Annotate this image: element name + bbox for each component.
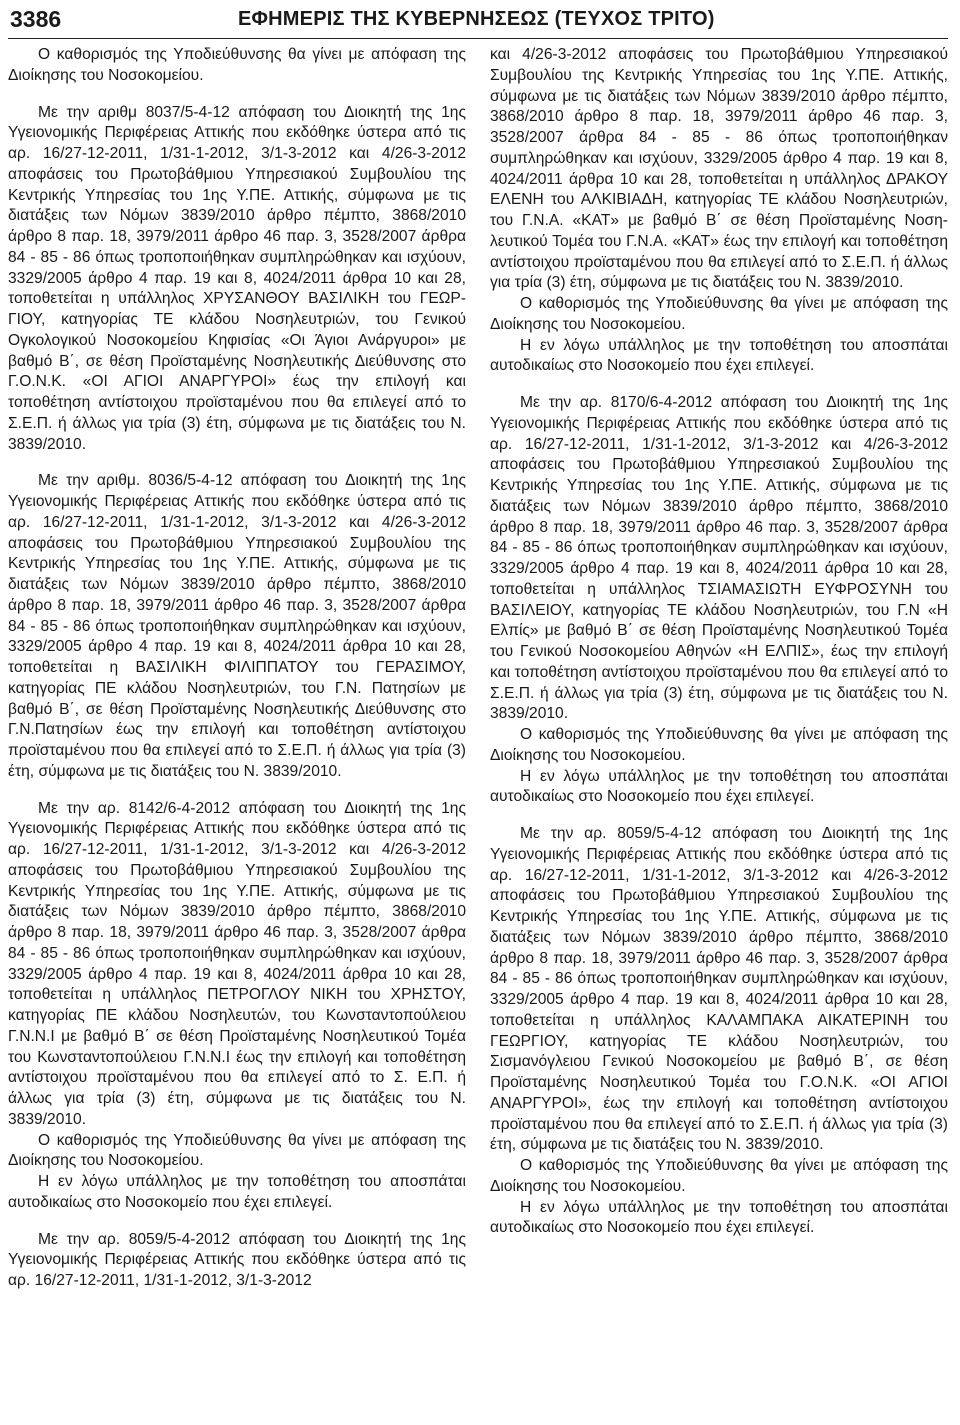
paragraph: Με την αριθμ 8037/5-4-12 απόφαση του Διοικητή της 1ης Υγειονομικής Περιφέρειας Αττικής που εκδόθηκε ύστερα από τις αρ. 16/27-12-2011, 1/31-1-2012, 3/1-3-2012 και 4/26-3-2012 αποφάσεις του Πρωτοβάθμιου Υπηρεσιακού Συμβουλίου της Κεντρικής Υπηρεσίας του 1ης Υ.ΠΕ. Αττικής, σύμφωνα με τις διατάξεις των Νόμων 3839/2010 άρθρο πέμπτο, 3868/2010 άρθρο 8 παρ. 18, 3979/2011 άρθρο 46 παρ. 3, 3528/2007 άρθρα 84 - 85 - 86 όπως τροποποιήθηκαν συμπληρώθηκαν και ισχύουν, 3329/2005 άρθρο 4 παρ. 19 και 8, 4024/2011 άρθρα 10 και 28, τοποθετείται η υπάλληλος ΧΡΥΣΑΝΘΟΥ ΒΑΣΙΛΙΚΗ του ΓΕΩΡΓΙΟΥ, κατηγορίας ΤΕ κλάδου Νοσηλευτριών, του Γενικού Ογκολογικού Νοσοκομείου Κηφισίας «Οι Άγιοι Ανάργυροι» με βαθμό Β΄, σε θέση Προϊσταμένης Νοσηλευτικής Διεύθυνσης στο Γ.Ο.Ν.Κ. «ΟΙ ΑΓΙΟΙ ΑΝΑΡΓΥΡΟΙ» έως την επιλογή και τοποθέτηση αντίστοιχου προϊσταμένου που θα επιλεγεί από το Σ.Ε.Π. ή άλλως για τρία (3) έτη, σύμφωνα με τις διατάξεις του Ν. 3839/2010. xyxy=(8,103,466,453)
left-column xyxy=(8,45,466,1292)
paragraph: Με την αρ. 8059/5-4-12 απόφαση του Διοικητή της 1ης Υγειονομικής Περιφέρειας Αττικής που εκδόθηκε ύστερα από τις αρ. 16/27-12-2011, 1/31-1-2012, 3/1-3-2012 και 4/26-3-2012 αποφάσεις του Πρωτοβάθμιου Υπηρεσιακού Συμβουλίου της Κεντρικής Υπηρεσίας του 1ης Υ.ΠΕ. Αττικής, σύμφωνα με τις διατάξεις των Νόμων 3839/2010 άρθρο πέμπτο, 3868/2010 άρθρο 8 παρ. 18, 3979/2011 άρθρο 46 παρ. 3, 3528/2007 άρθρα 84 - 85 - 86 όπως τροποποιήθηκαν συμπληρώθηκαν και ισχύουν, 3329/2005 άρθρο 4 παρ. 19 και 8, 4024/2011 άρθρα 10 και 28, τοποθετείται η υπάλληλος ΚΑΛΑΜΠΑΚΑ ΑΙΚΑΤΕΡΙΝΗ του ΓΕΩΡΓΙΟΥ, κατηγορίας ΤΕ κλάδου Νοσηλευτριών, του Σισμανόγλειου Γενικού Νοσοκομείου με βαθμό Β΄, σε θέση Προϊσταμένης Νοσηλευτικού Τομέα του Γ.Ο.Ν.Κ. «ΟΙ ΑΓΙΟΙ ΑΝΑΡΓΥΡΟΙ», έως την επιλογή και τοποθέτηση αντίστοιχου προϊσταμένου που θα επιλεγεί από το Σ.Ε.Π. ή άλλως για τρία (3) έτη, σύμφωνα με τις διατάξεις του Ν. 3839/2010. xyxy=(490,825,948,1154)
text-columns xyxy=(8,45,948,1292)
paragraph: Η εν λόγω υπάλληλος με την τοποθέτηση του αποσπάται αυτοδικαίως στο Νοσοκομείο που έχει επιλεγεί. xyxy=(490,1198,948,1237)
journal-title: ΕΦΗΜΕΡΙΣ ΤΗΣ ΚΥΒΕΡΝΗΣΕΩΣ (ΤΕΥΧΟΣ ΤΡΙΤΟ) xyxy=(238,7,715,30)
paragraph: Ο καθορισμός της Υποδιεύθυνσης θα γίνει με απόφαση της Διοίκησης του Νοσοκομείου. xyxy=(490,295,948,333)
paragraph: Ο καθορισμός της Υποδιεύθυνσης θα γίνει με απόφαση της Διοίκησης του Νοσοκομείου. xyxy=(8,46,466,84)
paragraph: Με την αριθμ. 8036/5-4-12 απόφαση του Διοικητή της 1ης Υγειονομικής Περιφέρειας Αττικής που εκδόθηκε ύστερα από τις αρ. 16/27-12-2011, 1/31-1-2012, 3/1-3-2012 και 4/26-3-2012 αποφάσεις του Πρωτοβάθμιου Υπηρεσιακού Συμβουλίου της Κεντρικής Υπηρεσίας του 1ης Υ.ΠΕ. Αττικής, σύμφωνα με τις διατάξεις των Νόμων 3839/2010 άρθρο πέμπτο, 3868/2010 άρθρο 8 παρ. 18, 3979/2011 άρθρο 46 παρ. 3, 3528/2007 άρθρα 84 - 85 - 86 όπως τροποποιήθηκαν συμπληρώθηκαν και ισχύουν, 3329/2005 άρθρο 4 παρ. 19 και 8, 4024/2011 άρθρα 10 και 28, τοποθετείται η ΒΑΣΙΛΙΚΗ ΦΙΛΙΠΠΑΤΟΥ του ΓΕΡΑΣΙΜΟΥ, κατηγορίας ΠΕ κλάδου Νοσηλευτριών, του Γ.Ν. Πατησίων με βαθμό Β΄, σε θέση Προϊσταμένης Νοσηλευτικής Διεύθυνσης στο Γ.Ν.Πατησίων έως την επιλογή και τοποθέτηση αντίστοιχου προϊσταμένου που θα επιλεγεί από το Σ.Ε.Π. ή άλλως για τρία (3) έτη, σύμφωνα με τις διατάξεις του Ν. 3839/2010. xyxy=(8,472,466,780)
right-column xyxy=(490,45,948,1292)
paragraph: Η εν λόγω υπάλληλος με την τοποθέτηση του αποσπάται αυτοδικαίως στο Νοσοκομείο που έχει επιλεγεί. xyxy=(490,336,948,375)
paragraph: Η εν λόγω υπάλληλος με την τοποθέτηση του αποσπάται αυτοδικαίως στο Νοσοκομείο που έχει επιλεγεί. xyxy=(490,767,948,806)
page-header xyxy=(8,0,948,39)
page-number: 3386 xyxy=(10,5,62,32)
paragraph: Ο καθορισμός της Υποδιεύθυνσης θα γίνει με απόφαση της Διοίκησης του Νοσοκομείου. xyxy=(490,726,948,764)
paragraph: Με την αρ. 8142/6-4-2012 απόφαση του Διοικητή της 1ης Υγειονομικής Περιφέρειας Αττικής που εκδόθηκε ύστερα από τις αρ. 16/27-12-2011, 1/31-1-2012, 3/1-3-2012 και 4/26-3-2012 αποφάσεις του Πρωτοβάθμιου Υπηρεσιακού Συμβουλίου της Κεντρικής Υπηρεσίας του 1ης Υ.ΠΕ. Αττικής, σύμφωνα με τις διατάξεις των Νόμων 3839/2010 άρθρο πέμπτο, 3868/2010 άρθρο 8 παρ. 18, 3979/2011 άρθρο 46 παρ. 3, 3528/2007 άρθρα 84 - 85 - 86 όπως τροποποιήθηκαν συμπληρώθηκαν και ισχύουν, 3329/2005 άρθρο 4 παρ. 19 και 8, 4024/2011 άρθρα 10 και 28, τοποθετείται η υπάλληλος ΠΕΤΡΟΓΛΟΥ ΝΙΚΗ του ΧΡΗΣΤΟΥ, κατηγορίας ΠΕ κλάδου Νοσηλευτών, του Κωνσταντοπούλειου Γ.Ν.Ν.Ι με βαθμό Β΄ σε θέση Προϊσταμένης Νοσηλευτικού Τομέα του Κωνσταντοπούλειου Γ.Ν.Ν.Ι έως την επιλογή και τοποθέτηση αντίστοιχου προϊσταμένου που θα επιλεγεί από το Σ. Ε.Π. ή άλλως για τρία (3) έτη, σύμφωνα με τις διατάξεις του Ν. 3839/2010. xyxy=(8,799,466,1128)
paragraph: Ο καθορισμός της Υποδιεύθυνσης θα γίνει με απόφαση της Διοίκησης του Νοσοκομείου. xyxy=(490,1157,948,1195)
paragraph: Με την αρ. 8059/5-4-2012 απόφαση του Διοικητή της 1ης Υγειονομικής Περιφέρειας Αττικής που εκδόθηκε ύστερα από τις αρ. 16/27-12-2011, 1/31-1-2012, 3/1-3-2012 xyxy=(8,1230,466,1289)
paragraph-continued: και 4/26-3-2012 αποφάσεις του Πρωτοβάθμιου Υπηρεσιακού Συμβουλίου της Κεντρικής Υπηρεσίας του 1ης Υ.ΠΕ. Αττικής, σύμφωνα με τις διατάξεις των Νόμων 3839/2010 άρθρο πέμπτο, 3868/2010 άρθρο 8 παρ. 18, 3979/2011 άρθρο 46 παρ. 3, 3528/2007 άρθρα 84 - 85 - 86 όπως τροποποιήθηκαν συμπληρώθηκαν και ισχύουν, 3329/2005 άρθρο 4 παρ. 19 και 8, 4024/2011 άρθρα 10 και 28, τοποθετείται η υπάλληλος ΔΡΑΚΟΥ ΕΛΕΝΗ του ΑΛΚΙΒΙΑΔΗ, κατηγορίας ΤΕ κλάδου Νοσηλευτριών, του Γ.Ν.Α. «ΚΑΤ» με βαθμό Β΄ σε θέση Προϊσταμένης Νοσηλευτικού Τομέα του Γ.Ν.Α. «ΚΑΤ» έως την επιλογή και τοποθέτηση αντίστοιχου προϊσταμένου που θα επιλεγεί από το Σ.Ε.Π. ή άλλως για τρία (3) έτη, σύμφωνα με τις διατάξεις του Ν. 3839/2010. xyxy=(490,46,948,292)
paragraph: Ο καθορισμός της Υποδιεύθυνσης θα γίνει με απόφαση της Διοίκησης του Νοσοκομείου. xyxy=(8,1131,466,1170)
paragraph: Με την αρ. 8170/6-4-2012 απόφαση του Διοικητή της 1ης Υγειονομικής Περιφέρειας Αττικής που εκδόθηκε ύστερα από τις αρ. 16/27-12-2011, 1/31-1-2012, 3/1-3-2012 και 4/26-3-2012 αποφάσεις του Πρωτοβάθμιου Υπηρεσιακού Συμβουλίου της Κεντρικής Υπηρεσίας του 1ης Υ.ΠΕ. Αττικής, σύμφωνα με τις διατάξεις των Νόμων 3839/2010 άρθρο πέμπτο, 3868/2010 άρθρο 8 παρ. 18, 3979/2011 άρθρο 46 παρ. 3, 3528/2007 άρθρα 84 - 85 - 86 όπως τροποποιήθηκαν συμπληρώθηκαν και ισχύουν, 3329/2005 άρθρο 4 παρ. 19 και 8, 4024/2011 άρθρα 10 και 28, τοποθετείται η υπάλληλος ΤΣΙΑΜΑΣΙΩΤΗ ΕΥΦΡΟΣΥΝΗ του ΒΑΣΙΛΕΙΟΥ, κατηγορίας ΤΕ κλάδου Νοσηλευτριών, του Γ.Ν «Η Ελπίς» με βαθμό Β΄ σε θέση Προϊσταμένης Νοσηλευτικού Τομέα του Γενικού Νοσοκομείου Αθηνών «Η ΕΛΠΙΣ», έως την επιλογή και τοποθέτηση αντίστοιχου προϊσταμένου που θα επιλεγεί από το Σ.Ε.Π. ή άλλως για τρία (3) έτη, σύμφωνα με τις διατάξεις του Ν. 3839/2010. xyxy=(490,394,948,723)
paragraph: Η εν λόγω υπάλληλος με την τοποθέτηση του αποσπάται αυτοδικαίως στο Νοσοκομείο που έχει επιλεγεί. xyxy=(8,1173,466,1211)
